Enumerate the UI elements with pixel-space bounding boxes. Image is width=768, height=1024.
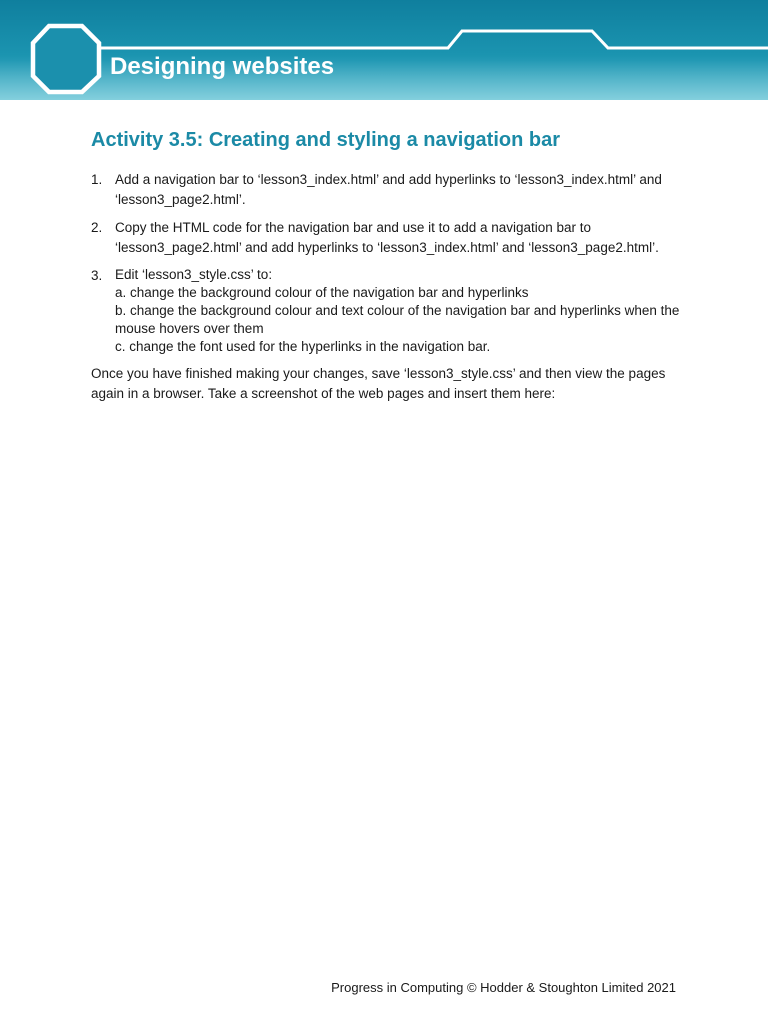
- step-number: 1.: [91, 172, 103, 187]
- list-item: [91, 266, 681, 356]
- sub-item: b. change the background colour and text colour of the navigation bar and hyperlinks when the mouse hovers over them: [115, 303, 680, 336]
- page-header: [0, 0, 768, 100]
- octagon-icon: [33, 26, 99, 92]
- list-item: [91, 170, 681, 210]
- header-title: Designing websites: [110, 53, 335, 80]
- step-text: Add a navigation bar to ‘lesson3_index.html’ and add hyperlinks to ‘lesson3_index.html’ and ‘lesson3_page2.html’.: [115, 172, 662, 207]
- closing-instructions: Once you have finished making your changes, save ‘lesson3_style.css’ and then view the pages again in a browser. Take a screenshot of the web pages and insert them here:: [91, 366, 666, 401]
- step-text: Copy the HTML code for the navigation bar and use it to add a navigation bar to ‘lesson3_page2.html’ and add hyperlinks to ‘lesson3_index.html’ and ‘lesson3_page2.html’.: [115, 220, 659, 255]
- step-text: Edit ‘lesson3_style.css’ to:: [115, 267, 273, 282]
- activity-steps: [91, 170, 681, 356]
- sub-item: a. change the background colour of the navigation bar and hyperlinks: [115, 285, 529, 300]
- activity-title: Activity 3.5: Creating and styling a navigation bar: [91, 129, 560, 151]
- sub-item: c. change the font used for the hyperlinks in the navigation bar.: [115, 339, 491, 354]
- step-number: 3.: [91, 268, 103, 283]
- header-band-graphic: [0, 0, 768, 100]
- footer-copyright: Progress in Computing © Hodder & Stoughton Limited 2021: [331, 980, 676, 995]
- list-item: [91, 218, 681, 258]
- step-number: 2.: [91, 220, 103, 235]
- main-content: [91, 126, 681, 404]
- sub-list: [115, 284, 681, 356]
